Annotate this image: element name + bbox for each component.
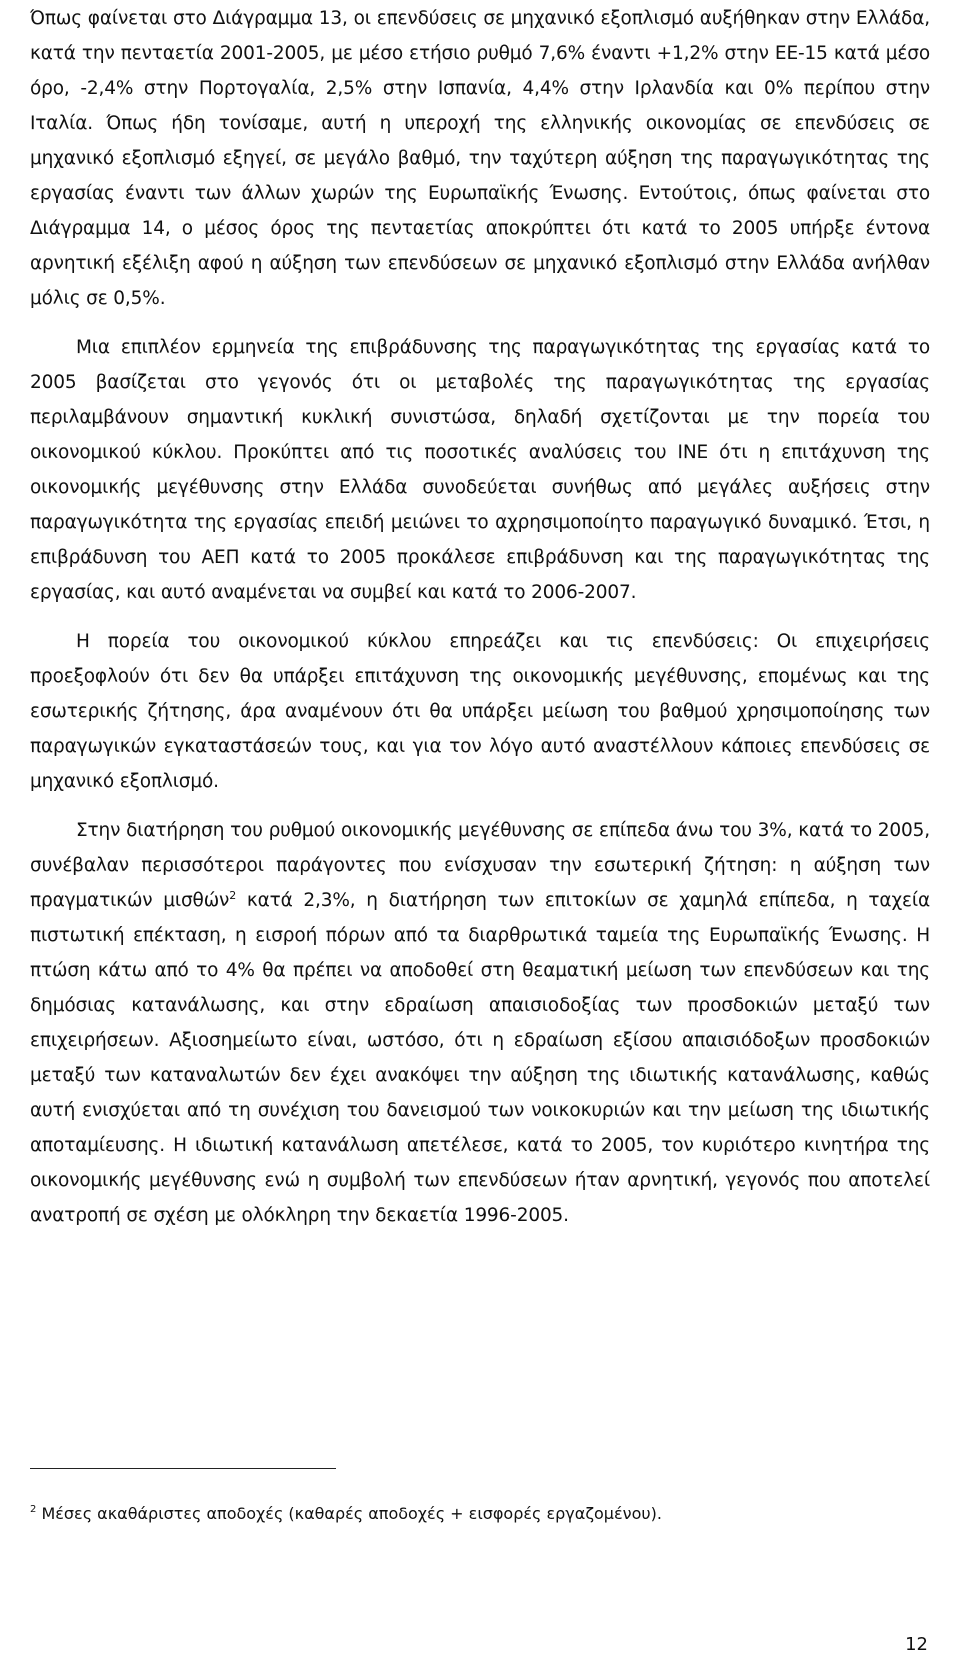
footnote bbox=[30, 1504, 662, 1524]
paragraph-2: Μια επιπλέον ερμηνεία της επιβράδυνσης της παραγωγικότητας της εργασίας κατά το 2005 βασίζεται στο γεγονός ότι οι μεταβολές της παραγωγικότητας της εργασίας περιλαμβάνουν σημαντική κυκλική συνιστώσα, δηλαδή σχετίζονται με την πορεία του οικονομικού κύκλου. Προκύπτει από τις ποσοτικές αναλύσεις του ΙΝΕ ότι η επιτάχυνση της οικονομικής μεγέθυνσης στην Ελλάδα συνοδεύεται συνήθως από μεγάλες αυξήσεις στην παραγωγικότητα της εργασίας επειδή μειώνει το αχρησιμοποίητο παραγωγικό δυναμικό. Έτσι, η επιβράδυνση του ΑΕΠ κατά το 2005 προκάλεσε επιβράδυνση και της παραγωγικότητας της εργασίας, και αυτό αναμένεται να συμβεί και κατά το 2006-2007. bbox=[30, 337, 930, 603]
paragraph-1: Όπως φαίνεται στο Διάγραμμα 13, οι επενδύσεις σε μηχανικό εξοπλισμό αυξήθηκαν στην Ελλάδα, κατά την πενταετία 2001-2005, με μέσο ετήσιο ρυθμό 7,6% έναντι +1,2% στην ΕΕ-15 κατά μέσο όρο, -2,4% στην Πορτογαλία, 2,5% στην Ισπανία, 4,4% στην Ιρλανδία και 0% περίπου στην Ιταλία. Όπως ήδη τονίσαμε, αυτή η υπεροχή της ελληνικής οικονομίας σε επενδύσεις σε μηχανικό εξοπλισμό εξηγεί, σε μεγάλο βαθμό, την ταχύτερη αύξηση της παραγωγικότητας της εργασίας έναντι των άλλων χωρών της Ευρωπαϊκής Ένωσης. Εντούτοις, όπως φαίνεται στο Διάγραμμα 14, ο μέσος όρος της πενταετίας αποκρύπτει ότι κατά το 2005 υπήρξε έντονα αρνητική εξέλιξη αφού η αύξηση των επενδύσεων σε μηχανικό εξοπλισμό στην Ελλάδα ανήλθαν μόλις σε 0,5%. bbox=[30, 8, 930, 309]
document-body bbox=[30, 0, 930, 1233]
page-number: 12 bbox=[905, 1634, 928, 1655]
footnote-separator bbox=[30, 1468, 336, 1469]
paragraph-3: Η πορεία του οικονομικού κύκλου επηρεάζει και τις επενδύσεις: Οι επιχειρήσεις προεξοφλούν ότι δεν θα υπάρξει επιτάχυνση της οικονομικής μεγέθυνσης, επομένως και της εσωτερικής ζήτησης, άρα αναμένουν ότι θα υπάρξει μείωση του βαθμού χρησιμοποίησης των παραγωγικών εγκαταστάσεών τους, και για τον λόγο αυτό αναστέλλουν κάποιες επενδύσεις σε μηχανικό εξοπλισμό. bbox=[30, 631, 930, 792]
paragraph-4-part-2: κατά 2,3%, η διατήρηση των επιτοκίων σε χαμηλά επίπεδα, η ταχεία πιστωτική επέκταση, η εισροή πόρων από τα διαρθρωτικά ταμεία της Ευρωπαϊκής Ένωσης. Η πτώση κάτω από το 4% θα πρέπει να αποδοθεί στη θεαματική μείωση των επενδύσεων και της δημόσιας κατανάλωσης, και στην εδραίωση απαισιοδοξίας των προσδοκιών μεταξύ των επιχειρήσεων. Αξιοσημείωτο είναι, ωστόσο, ότι η εδραίωση εξίσου απαισιόδοξων προσδοκιών μεταξύ των καταναλωτών δεν έχει ανακόψει την αύξηση της ιδιωτικής κατανάλωσης, καθώς αυτή ενισχύεται από τη συνέχιση του δανεισμού των νοικοκυριών και την μείωση της ιδιωτικής αποταμίευσης. Η ιδιωτική κατανάλωση απετέλεσε, κατά το 2005, τον κυριότερο κινητήρα της οικονομικής μεγέθυνσης ενώ η συμβολή των επενδύσεων ήταν αρνητική, γεγονός που αποτελεί ανατροπή σε σχέση με ολόκληρη την δεκαετία 1996-2005. bbox=[30, 890, 930, 1226]
footnote-mark: 2 bbox=[30, 1504, 37, 1515]
paragraph-4-part-1: Στην διατήρηση του ρυθμού οικονομικής μεγέθυνσης σε επίπεδα άνω του 3%, κατά το 2005, συνέβαλαν περισσότεροι παράγοντες που ενίσχυσαν την εσωτερική ζήτηση: η αύξηση των πραγματικών μισθών bbox=[30, 820, 930, 911]
paragraph-4 bbox=[30, 813, 930, 1233]
footnote-text: Μέσες ακαθάριστες αποδοχές (καθαρές αποδοχές + εισφορές εργαζομένου). bbox=[36, 1504, 662, 1523]
footnote-reference: 2 bbox=[229, 888, 237, 902]
